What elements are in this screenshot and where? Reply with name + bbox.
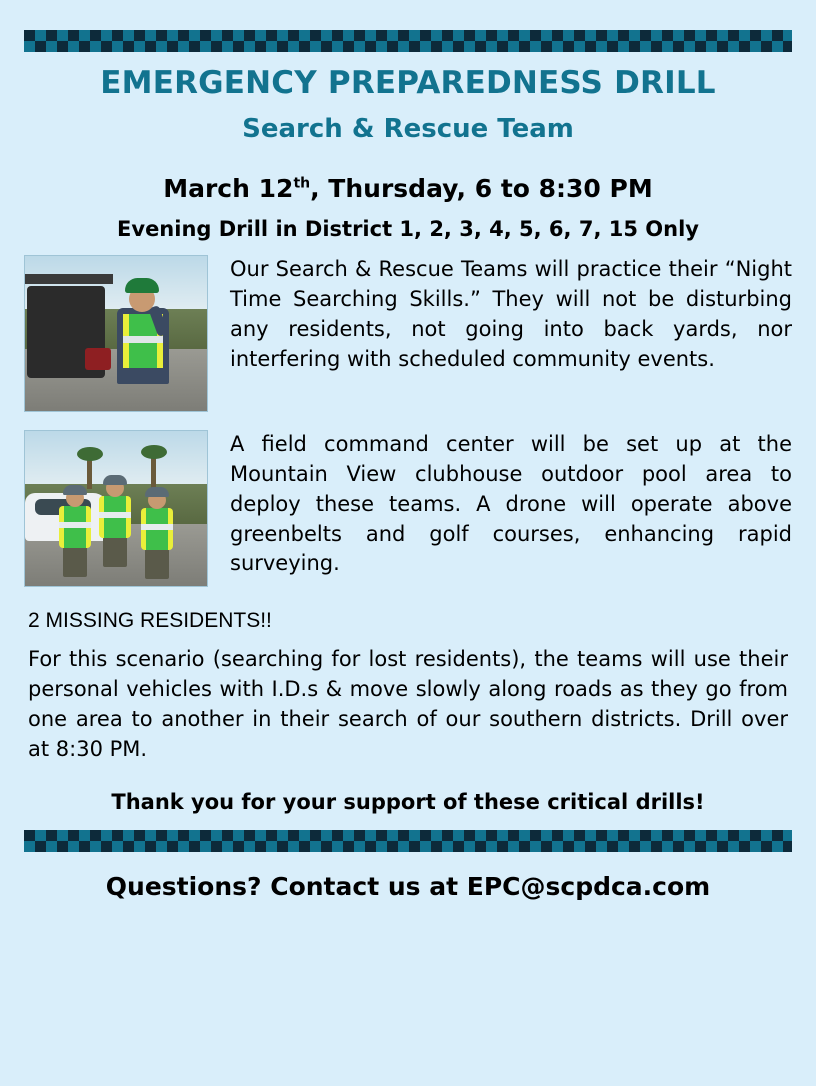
photo-three-volunteers [24,430,208,587]
thank-you-line: Thank you for your support of these critical drills! [111,790,705,815]
volunteer-figure-2 [95,479,135,565]
paragraph-1: Our Search & Rescue Teams will practice their “Night Time Searching Skills.” They will not be disturbing any residents, not going into back yards, nor interfering with scheduled community events. [230,257,792,371]
palm-trunk-shape-2 [151,455,156,489]
palm-fronds-shape-2 [141,445,167,459]
event-districts: Evening Drill in District 1, 2, 3, 4, 5, 6, 7, 15 Only [117,217,699,242]
red-bag-shape [85,348,111,370]
decorative-checkered-ribbon-top [24,30,792,52]
figure3-cap-shape [145,487,169,497]
figure2-legs-shape [103,537,127,567]
page-subtitle: Search & Rescue Team [242,114,574,145]
event-date-suffix: , Thursday, 6 to 8:30 PM [310,174,653,204]
contact-line: Questions? Contact us at EPC@scpdca.com [105,872,711,902]
figure1-reflective-stripe-shape [59,522,91,528]
event-date-prefix: March 12 [163,174,294,204]
figure3-legs-shape [145,549,169,579]
content-block-1 [24,255,792,412]
scenario-paragraph: For this scenario (searching for lost residents), the teams will use their personal vehicles with I.D.s & move slowly along roads as they go from one area to another in their search of our southern districts. Drill over at 8:30 PM. [28,647,788,761]
volunteer-figure-1 [55,489,95,575]
page-title: EMERGENCY PREPAREDNESS DRILL [100,65,716,101]
green-hat-shape [125,278,159,293]
content-block-2 [24,430,792,587]
golf-cart-roof-shape [25,274,113,284]
palm-fronds-shape-1 [77,447,103,461]
flyer-page [0,30,816,1086]
paragraph-2: A field command center will be set up at the Mountain View clubhouse outdoor pool area to deploy these teams. A drone will operate above greenbelts and golf courses, enhancing rapid surveying. [230,432,792,576]
figure3-reflective-stripe-shape [141,524,173,530]
volunteer-figure-3 [137,491,177,577]
photo-volunteer-golf-cart [24,255,208,412]
event-datetime [24,174,792,203]
missing-residents-alert: 2 MISSING RESIDENTS!! [28,609,272,633]
figure2-cap-shape [103,475,127,485]
decorative-checkered-ribbon-bottom [24,830,792,852]
vest-reflective-stripe-shape [123,336,163,343]
event-date-ordinal: th [293,175,311,192]
figure1-cap-shape [63,485,87,495]
figure2-reflective-stripe-shape [99,512,131,518]
figure1-legs-shape [63,547,87,577]
